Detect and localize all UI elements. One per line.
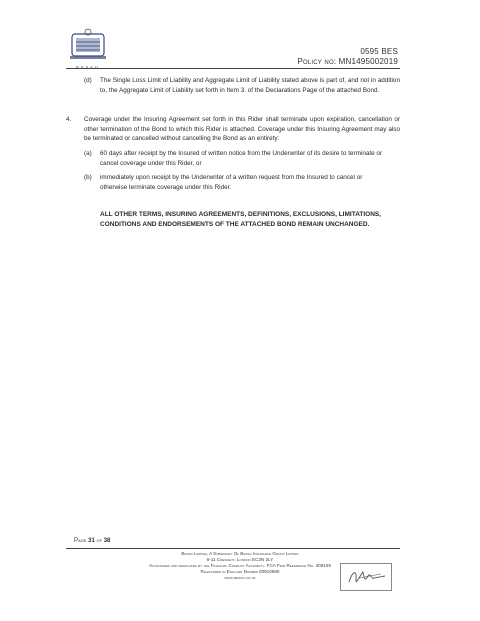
item-a-text: 60 days after receipt by the Insured of written notice from the Underwriter of its desire to terminate or cancel coverage under this Rider, or (100, 150, 383, 167)
page-current: 31 (88, 538, 95, 544)
footer-regulation: Authorised and regulated by the Financial Conduct Authority. FCA Firm Reference No. 309159 (149, 563, 331, 568)
footer-address: 8-11 Crescent, London EC3N 2LY (206, 557, 274, 562)
footer-registration: Registered in England Number 00910880 (200, 569, 280, 574)
besso-logo-icon (68, 28, 108, 64)
page-number (74, 538, 110, 544)
signature-icon (340, 563, 392, 591)
closing-statement: ALL OTHER TERMS, INSURING AGREEMENTS, DEFINITIONS, EXCLUSIONS, LIMITATIONS, CONDITIONS AND ENDORSEMENTS OF THE ATTACHED BOND REMAIN UNCHANGED. (100, 211, 382, 228)
footer-company: Besso Limited, A Subsidiary Of Besso Insurance Group Limited (181, 551, 299, 556)
item-a-marker: (a) (84, 150, 92, 157)
page-prefix: Page (74, 538, 87, 544)
item-4-marker: 4. (66, 116, 72, 123)
document-code: 0595 BES (360, 47, 398, 56)
item-d-text: The Single Loss Limit of Liability and Aggregate Limit of Liability stated above is part of, and not in addition to, the Aggregate Limit of Liability set forth in Item 3. of the Declarations Page of the attached Bond. (100, 77, 400, 94)
footer-website: www.besso.co.uk (224, 575, 256, 580)
page-total: 38 (103, 538, 111, 544)
item-b-text: immediately upon receipt by the Underwriter of a written request from the Insured to cancel or otherwise terminate coverage under this Rider. (100, 174, 363, 191)
header-rule (66, 68, 400, 69)
item-d-marker: (d) (84, 77, 92, 84)
logo-wordmark: BESSO (75, 65, 100, 70)
item-4-text: Coverage under the Insuring Agreement set forth in this Rider shall terminate upon expiration, cancellation or other termination of the Bond to which this Rider is attached. Coverage under this Insuring Agreement may also be terminated or cancelled without cancelling the Bond as an entirety: (84, 116, 400, 143)
item-b-marker: (b) (84, 174, 92, 181)
footer-rule (66, 548, 400, 549)
page-of: of (96, 538, 103, 544)
policy-number: Policy no: MN1495002019 (297, 57, 398, 66)
